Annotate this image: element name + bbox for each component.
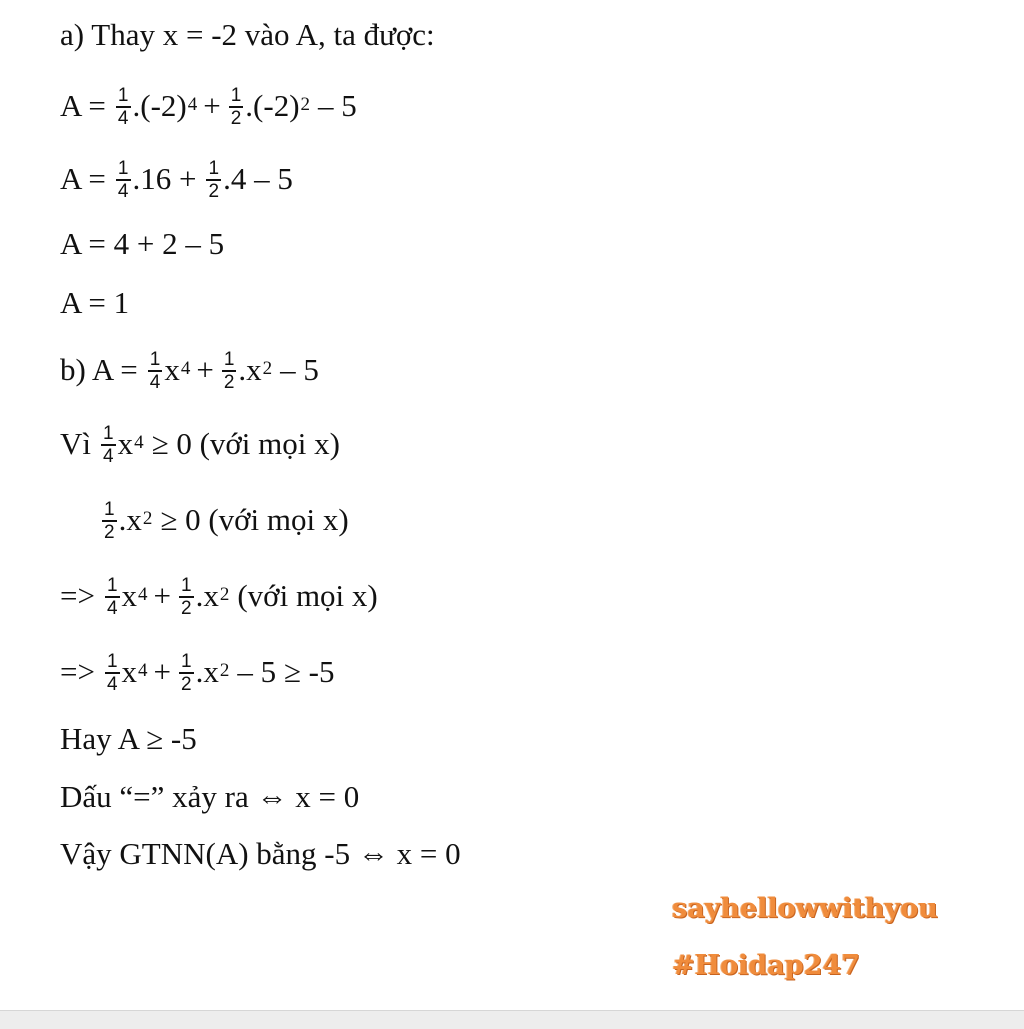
fraction-numerator: 1 bbox=[208, 158, 220, 179]
equation-line-1: A = $\frac{1}{4}$ .(-2) 4 + $\frac{1}{2}$ .(-2) 2 – 5 bbox=[60, 85, 357, 129]
plus-sign: + bbox=[153, 577, 172, 613]
reason-line-1: Vì $\frac{1}{4}$ x 4 ≥ 0 (với mọi x) bbox=[60, 423, 340, 467]
term: .x bbox=[118, 501, 142, 537]
conclusion-line-1 bbox=[60, 723, 197, 754]
plus-sign: + bbox=[203, 87, 221, 123]
fraction-one-half bbox=[222, 350, 237, 392]
fraction-numerator: 1 bbox=[117, 85, 129, 106]
fraction-denominator: 4 bbox=[106, 673, 118, 695]
part-a-intro-text: a) Thay x = -2 vào A, ta được: bbox=[60, 17, 435, 52]
term: .(-2) bbox=[132, 87, 187, 123]
fraction-denominator: 4 bbox=[149, 371, 161, 393]
fraction-denominator: 2 bbox=[181, 673, 192, 695]
equality-condition-text: Dấu “=” xảy ra ⇔ x = 0 bbox=[60, 779, 360, 814]
fraction-one-half bbox=[102, 500, 117, 542]
plus-sign: + bbox=[153, 653, 172, 689]
equality-condition bbox=[60, 781, 359, 812]
fraction-numerator: 1 bbox=[223, 349, 235, 370]
term: .16 + bbox=[132, 160, 197, 196]
fraction-one-quarter bbox=[105, 652, 120, 694]
fraction-denominator: 4 bbox=[117, 107, 129, 129]
lhs: A = bbox=[60, 160, 106, 196]
fraction-numerator: 1 bbox=[230, 85, 242, 106]
implies-arrow: => bbox=[60, 653, 95, 689]
final-answer bbox=[60, 838, 461, 869]
tail: – 5 bbox=[318, 87, 357, 123]
fraction-one-quarter bbox=[116, 86, 131, 128]
tail: ≥ 0 (với mọi x) bbox=[151, 425, 340, 461]
term: .x bbox=[238, 351, 262, 387]
equation-text: A = 4 + 2 – 5 bbox=[60, 226, 225, 261]
term: .(-2) bbox=[245, 87, 300, 123]
term: x bbox=[121, 577, 138, 613]
fraction-denominator: 2 bbox=[181, 597, 192, 619]
part-b-expression: b) A = $\frac{1}{4}$ x 4 + $\frac{1}{2}$ .x 2 – 5 bbox=[60, 349, 319, 393]
fraction-denominator: 4 bbox=[103, 445, 114, 467]
lhs: b) A = bbox=[60, 351, 138, 387]
term: x bbox=[121, 653, 138, 689]
fraction-denominator: 4 bbox=[106, 597, 118, 619]
fraction-denominator: 2 bbox=[208, 180, 220, 202]
fraction-numerator: 1 bbox=[149, 349, 161, 370]
conclusion-text: Hay A ≥ -5 bbox=[60, 721, 197, 756]
lhs: A = bbox=[60, 87, 106, 123]
tail: – 5 bbox=[280, 351, 319, 387]
fraction-denominator: 2 bbox=[104, 521, 115, 543]
fraction-numerator: 1 bbox=[106, 575, 118, 596]
equation-line-2 bbox=[60, 157, 293, 202]
fraction-numerator: 1 bbox=[181, 651, 192, 672]
fraction-numerator: 1 bbox=[117, 158, 129, 179]
fraction-numerator: 1 bbox=[104, 499, 115, 520]
watermark bbox=[672, 895, 938, 979]
fraction-one-quarter bbox=[105, 576, 120, 618]
tail: ≥ 0 (với mọi x) bbox=[160, 501, 349, 537]
bottom-edge-bar bbox=[0, 1010, 1024, 1029]
term: x bbox=[164, 351, 180, 387]
implication-line-1: => $\frac{1}{4}$ x 4 + $\frac{1}{2}$ .x 2 (với mọi x) bbox=[60, 575, 378, 619]
lhs: Vì bbox=[60, 425, 91, 461]
watermark-username: sayhellowwithyou bbox=[672, 893, 938, 924]
implies-arrow: => bbox=[60, 577, 95, 613]
reason-line-2: $\frac{1}{2}$ .x 2 ≥ 0 (với mọi x) bbox=[104, 499, 349, 543]
final-answer-text: Vậy GTNN(A) bằng -5 ⇔ x = 0 bbox=[60, 836, 461, 871]
fraction-one-half bbox=[179, 576, 194, 618]
fraction-numerator: 1 bbox=[181, 575, 192, 596]
plus-sign: + bbox=[196, 351, 214, 387]
fraction-one-half bbox=[229, 86, 244, 128]
fraction-denominator: 4 bbox=[117, 180, 129, 202]
equation-line-4 bbox=[60, 287, 129, 318]
term: .x bbox=[195, 653, 219, 689]
fraction-denominator: 2 bbox=[230, 107, 242, 129]
fraction-one-half bbox=[179, 652, 194, 694]
fraction-numerator: 1 bbox=[106, 651, 118, 672]
implication-line-2: => $\frac{1}{4}$ x 4 + $\frac{1}{2}$ .x 2 – 5 ≥ -5 bbox=[60, 651, 335, 695]
watermark-hashtag: #Hoidap247 bbox=[672, 950, 861, 981]
term: x bbox=[117, 425, 134, 461]
tail: – 5 ≥ -5 bbox=[237, 653, 335, 689]
term: .4 – 5 bbox=[223, 160, 293, 196]
equation-line-3 bbox=[60, 228, 224, 259]
equation-text: A = 1 bbox=[60, 285, 130, 320]
fraction-one-quarter bbox=[148, 350, 163, 392]
tail: (với mọi x) bbox=[237, 577, 378, 613]
fraction-one-quarter bbox=[101, 424, 116, 466]
fraction-denominator: 2 bbox=[223, 371, 235, 393]
fraction-numerator: 1 bbox=[103, 423, 114, 444]
part-a-intro bbox=[60, 19, 435, 50]
fraction-one-half bbox=[206, 159, 221, 201]
fraction-one-quarter bbox=[116, 159, 131, 201]
term: .x bbox=[195, 577, 219, 613]
